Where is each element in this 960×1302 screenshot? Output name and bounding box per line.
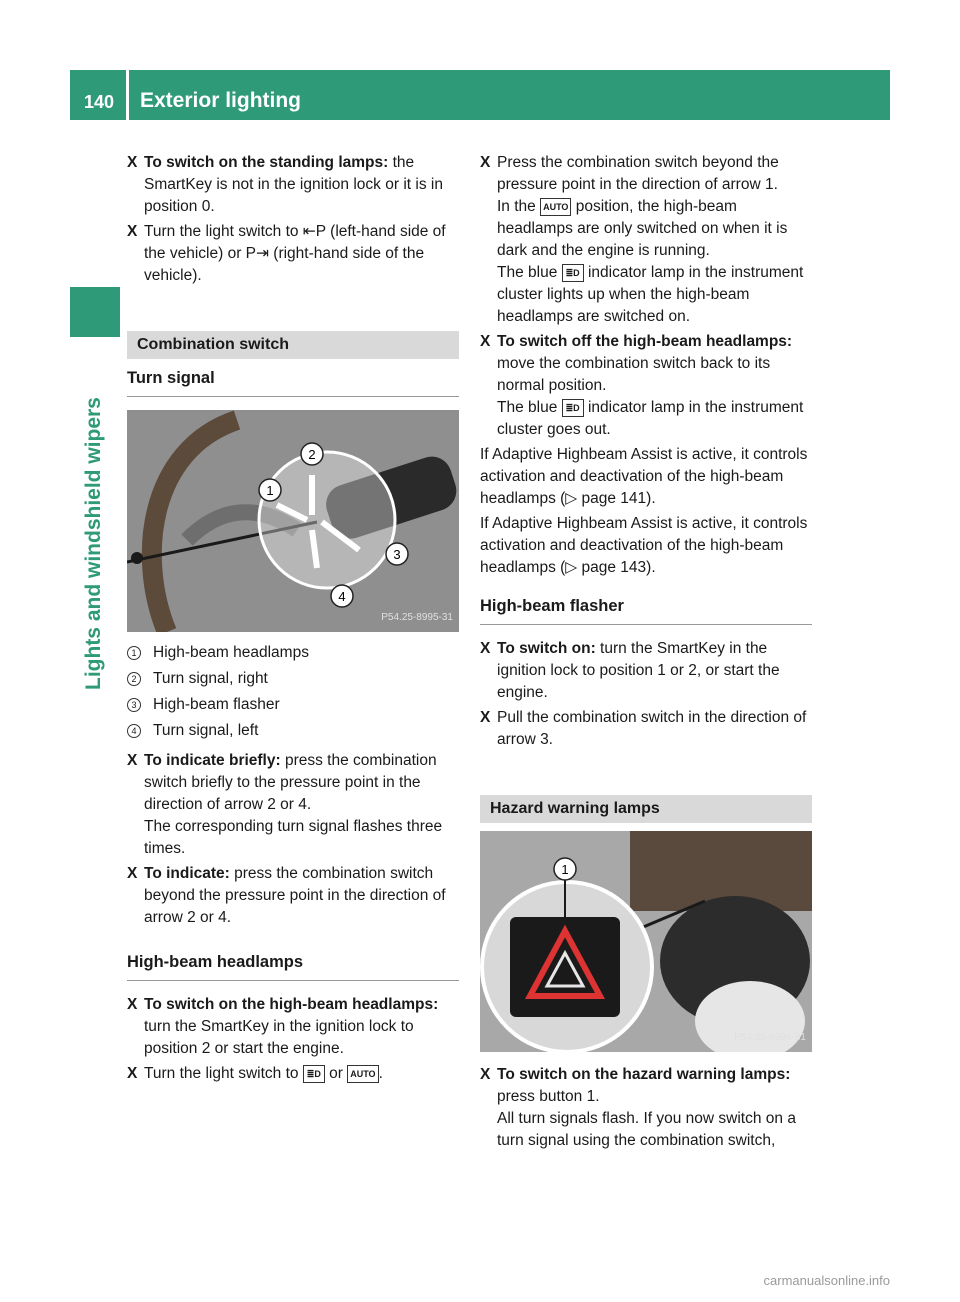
callout-number-icon: 1 xyxy=(127,646,141,660)
legend-list xyxy=(127,642,459,742)
instruction-step: X To switch on: turn the SmartKey in the ignition lock to position 1 or 2, or start the engine. xyxy=(480,640,780,701)
svg-text:3: 3 xyxy=(393,547,401,562)
figure-hazard-button xyxy=(480,831,812,1052)
high-beam-icon: ≣D xyxy=(303,1065,325,1083)
legend-item: 2 Turn signal, right xyxy=(127,668,459,690)
step-marker-icon: X xyxy=(127,223,138,240)
side-tab-label: Lights and windshield wipers xyxy=(82,397,105,690)
callout-number-icon: 3 xyxy=(127,698,141,712)
instruction-step xyxy=(127,221,459,287)
high-beam-indicator-icon: ≣D xyxy=(562,399,584,417)
instruction-step xyxy=(127,152,459,218)
paragraph: If Adaptive Highbeam Assist is active, it controls activation and deactivation of the high-beam headlamps (▷ page 143). xyxy=(480,515,808,576)
callout-number-icon: 4 xyxy=(127,724,141,738)
center-console-illustration xyxy=(480,831,812,1052)
page-number: 140 xyxy=(84,92,115,112)
step-marker-icon: X xyxy=(127,865,138,882)
step-marker-icon: X xyxy=(127,752,138,769)
instruction-step: X Turn the light switch to ≣D or AUTO . xyxy=(127,1063,459,1085)
callout-3 xyxy=(386,543,408,565)
step-bold: To switch on the standing lamps: xyxy=(144,154,389,171)
auto-icon: AUTO xyxy=(540,198,571,216)
header-divider xyxy=(126,70,129,120)
svg-text:4: 4 xyxy=(338,589,346,604)
step-text: the SmartKey is not in the ignition lock or it is in position 0. xyxy=(144,154,443,215)
side-tab-marker xyxy=(70,287,120,337)
step-text: Turn the light switch to ⇤P (left-hand side of the vehicle) or P⇥ (right-hand side of the vehicle). xyxy=(144,223,446,284)
auto-icon: AUTO xyxy=(347,1065,378,1083)
section-heading-combination-switch: Combination switch xyxy=(127,331,459,359)
callout-number-icon: 2 xyxy=(127,672,141,686)
instruction-step: X To switch off the high-beam headlamps: move the combination switch back to its normal position. The blue ≣D indicator lamp in the instrument cluster goes out. xyxy=(480,333,804,438)
svg-text:1: 1 xyxy=(266,483,274,498)
callout-4 xyxy=(331,585,353,607)
footer-watermark: carmanualsonline.info xyxy=(763,1273,890,1288)
instruction-step: X To indicate briefly: press the combination switch briefly to the pressure point in the direction of arrow 2 or 4. The corresponding turn signal flashes three times. xyxy=(127,752,443,857)
step-marker-icon: X xyxy=(127,996,138,1013)
instruction-step: X To indicate: press the combination switch beyond the pressure point in the direction of arrow 2 or 4. xyxy=(127,865,446,926)
figure-code: P54.25-8995-31 xyxy=(381,612,453,623)
step-marker-icon: X xyxy=(480,640,491,657)
instruction-step: X Pull the combination switch in the direction of arrow 3. xyxy=(480,709,807,748)
instruction-step: X To switch on the hazard warning lamps: press button 1. All turn signals flash. If you now switch on a turn signal using the combination switch, xyxy=(480,1066,796,1149)
step-marker-icon: X xyxy=(127,154,138,171)
sub-heading-high-beam: High-beam headlamps xyxy=(127,951,459,981)
high-beam-indicator-icon: ≣D xyxy=(562,264,584,282)
legend-item: 1 High-beam headlamps xyxy=(127,642,459,664)
figure-combination-switch xyxy=(127,410,459,632)
page-title: Exterior lighting xyxy=(140,89,302,112)
paragraph: If Adaptive Highbeam Assist is active, it controls activation and deactivation of the high-beam headlamps (▷ page 141). xyxy=(480,446,808,507)
step-marker-icon: X xyxy=(127,1065,138,1082)
step-marker-icon: X xyxy=(480,709,491,726)
sub-heading-flasher: High-beam flasher xyxy=(480,595,812,625)
steering-column-illustration xyxy=(127,410,459,632)
step-marker-icon: X xyxy=(480,333,491,350)
step-marker-icon: X xyxy=(480,154,491,171)
instruction-step: X Press the combination switch beyond the pressure point in the direction of arrow 1. In the AUTO position, the high-beam headlamps are only switched on when it is dark and the engine is running. The blue ≣D indicator lamp in the instrument cluster lights up when the high-beam headlamps are switched on. xyxy=(480,154,804,325)
left-column xyxy=(127,152,459,1088)
callout-2 xyxy=(301,443,323,465)
legend-item: 3 High-beam flasher xyxy=(127,694,459,716)
sub-heading-turn-signal: Turn signal xyxy=(127,367,459,397)
legend-item: 4 Turn signal, left xyxy=(127,720,459,742)
figure-code: P54.25-8996-31 xyxy=(734,1032,806,1043)
callout-1 xyxy=(259,479,281,501)
section-heading-hazard: Hazard warning lamps xyxy=(480,795,812,823)
instruction-step: X To switch on the high-beam headlamps: turn the SmartKey in the ignition lock to position 2 or start the engine. xyxy=(127,996,439,1057)
svg-text:2: 2 xyxy=(308,447,316,462)
svg-text:1: 1 xyxy=(561,862,569,877)
right-column xyxy=(480,152,812,1155)
step-marker-icon: X xyxy=(480,1066,491,1083)
callout-1 xyxy=(554,858,576,880)
